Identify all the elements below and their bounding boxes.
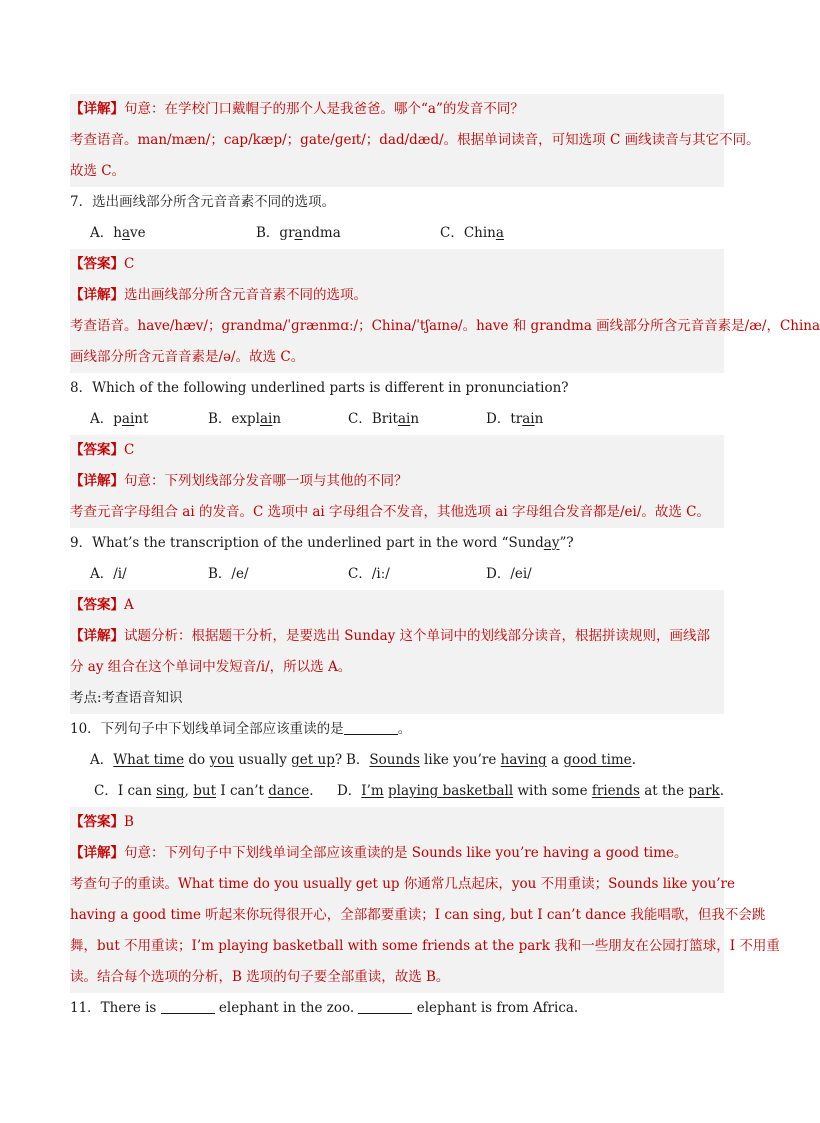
answer-line [70,590,724,621]
detail-line: 【详解】句意：下列句子中下划线单词全部应该重读的是 Sounds like you’re having a good time。 [70,845,688,861]
underlined-part: ai [121,411,135,427]
answer-value: B [124,814,134,830]
option-c: C．/iː/ [348,566,390,582]
option-b: B．explain [208,411,282,427]
detail-line: 考查元音字母组合 ai 的发音。C 选项中 ai 字母组合不发音，其他选项 ai 字母组合发音都是/ei/。故选 C。 [70,504,710,520]
answer-block-q7 [70,249,820,373]
option-c: C．China [440,225,504,241]
option-a: A．/i/ [90,566,127,582]
question-7-options [70,218,724,249]
detail-line: 分 ay 组合在这个单词中发短音/i/，所以选 A。 [70,659,352,675]
detail-line: 考查语音。have/hæv/；grandma/ˈɡrænmɑː/；China/ˈtʃaɪnə/。have 和 grandma 画线部分所含元音音素是/æ/，China [70,318,820,334]
answer-line [70,435,724,466]
underlined-part: ai [522,411,535,427]
detail-line: 画线部分所含元音音素是/ə/。故选 C。 [70,349,305,365]
detail-line: 读。结合每个选项的分析，B 选项的句子要全部重读，故选 B。 [70,969,450,985]
answer-tag: 【答案】 [70,256,124,272]
answer-value: C [124,442,135,458]
detail-line: 考查句子的重读。What time do you usually get up 你通常几点起床，you 不用重读；Sounds like you’re [70,876,735,892]
option-a: A．paint [90,411,149,427]
detail-tag: 【详解】 [70,845,124,861]
question-9-stem: 9．What’s the transcription of the underlined part in the word “Sunday”? [70,535,574,551]
option-d: D．I’m playing basketball with some friends at the park. [336,783,724,799]
detail-tag: 【详解】 [70,287,124,303]
detail-line: 故选 C。 [70,163,126,179]
underlined-part: ai [259,411,273,427]
underlined-part: ay [543,535,560,551]
detail-line: having a good time 听起来你玩得很开心，全部都要重读；I can sing, but I can’t dance 我能唱歌，但我不会跳 [70,907,766,923]
detail-line [70,94,724,125]
detail-text: 句意：在学校门口戴帽子的那个人是我爸爸。哪个“a”的发音不同？ [124,101,524,117]
detail-tag: 【详解】 [70,628,124,644]
question-10-stem: 10．下列句子中下划线单词全部应该重读的是 。 [70,721,412,737]
answer-value: A [124,597,134,613]
answer-blank [344,720,398,735]
document-page [70,94,820,1024]
answer-blank [358,999,412,1014]
option-c: C．Britain [348,411,420,427]
underlined-part: a [121,225,131,241]
question-10-options-row1 [70,745,724,776]
detail-line: 【详解】试题分析：根据题干分析，是要选出 Sunday 这个单词中的划线部分读音，根据拼读规则，画线部 [70,628,711,644]
question-11-stem: 11．There is elephant in the zoo. elephant is from Africa. [70,1000,579,1016]
answer-line [70,807,724,838]
answer-line [70,249,724,280]
option-b: B．grandma [256,225,341,241]
answer-block-q9 [70,590,724,714]
answer-tag: 【答案】 [70,442,124,458]
knowledge-point: 考点:考查语音知识 [70,690,183,706]
answer-block-q10 [70,807,780,993]
detail-line: 舞，but 不用重读；I’m playing basketball with some friends at the park 我和一些朋友在公园打篮球，I 不用重 [70,938,780,954]
option-a: A．have [90,225,146,241]
detail-tag: 【详解】 [70,473,124,489]
answer-block-q8 [70,435,724,528]
option-c: C．I can sing, but I can’t dance. [94,783,314,799]
detail-line: 【详解】选出画线部分所含元音音素不同的选项。 [70,287,367,303]
explanation-block-q6 [70,94,760,187]
option-b: B．Sounds like you’re having a good time. [346,752,636,768]
answer-blank [161,999,215,1014]
question-8-options [70,404,724,435]
question-9-options [70,559,724,590]
question-7-stem: 7．选出画线部分所含元音音素不同的选项。 [70,194,336,210]
option-b: B．/e/ [208,566,249,582]
option-d: D．/ei/ [486,566,532,582]
question-8-stem: 8．Which of the following underlined parts is different in pronunciation? [70,380,569,396]
underlined-part: a [495,225,504,241]
option-a: A．What time do you usually get up? [90,752,343,768]
detail-line: 考查语音。man/mæn/；cap/kæp/；gate/ɡeɪt/；dad/dæd/。根据单词读音，可知选项 C 画线读音与其它不同。 [70,132,760,148]
question-10-options-row2 [70,776,724,807]
answer-value: C [124,256,135,272]
detail-line: 【详解】句意：下列划线部分发音哪一项与其他的不同？ [70,473,408,489]
detail-tag: 【详解】 [70,101,124,117]
answer-tag: 【答案】 [70,597,124,613]
underlined-part: ai [397,411,411,427]
option-d: D．train [486,411,544,427]
underlined-part: a [294,225,303,241]
answer-tag: 【答案】 [70,814,124,830]
